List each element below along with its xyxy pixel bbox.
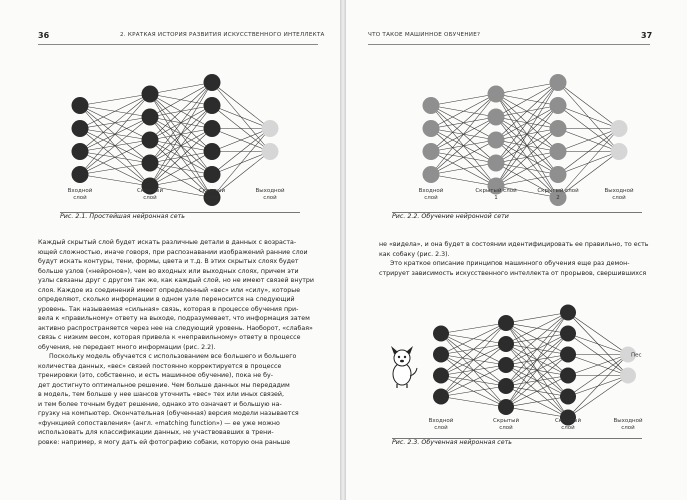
network-node: [620, 368, 636, 384]
text-line: узлы связаны друг с другом так же, как каждый слой, но не имеют связей внутри: [38, 277, 314, 284]
network-node: [498, 399, 514, 415]
text-line: дет достигнуто оптимальное решение. Чем больше данных мы передадим: [38, 381, 290, 389]
network-node: [433, 389, 449, 405]
connection-edge: [496, 106, 558, 187]
network-node: [142, 109, 159, 126]
connection-edge: [441, 397, 506, 408]
connection-edge: [431, 175, 496, 187]
connection-edge: [506, 334, 568, 408]
connection-edge: [80, 94, 150, 175]
text-line: обучения, не передает много информации (рис. 2.2).: [38, 343, 216, 351]
connection-edge: [431, 117, 496, 175]
network-node: [72, 166, 89, 183]
connection-edge: [431, 163, 496, 175]
text-line: будут искать контуры, тени, формы, цвета и т.д. В этих скрытых слоях будет: [38, 258, 299, 265]
network-node: [550, 120, 567, 137]
text-line: активно распространяется через нее на следующий уровень. Наоборот, «слабая»: [38, 324, 313, 332]
dog-illustration: [391, 346, 417, 388]
connection-edge: [150, 152, 212, 187]
connection-edge: [441, 365, 506, 397]
text-line: уровень. Так называемая «сильная» связь, которая в процессе обучения при-: [38, 305, 299, 313]
layer-label: Скрытый слой 1: [475, 188, 517, 201]
text-line: и тем более точным будет решение, однако это означает и большую на-: [38, 400, 282, 408]
network-node: [488, 155, 505, 172]
layer-label: Скрытый слой: [492, 418, 520, 431]
body-text: [379, 240, 649, 278]
figure-caption: Рис. 2.1. Простейшая нейронная сеть: [60, 213, 185, 220]
network-node: [142, 86, 159, 103]
connection-edge: [431, 140, 496, 175]
connection-edge: [568, 313, 628, 355]
text-line: тренировки (это, собственно, и есть машинное обучение), пока не бу-: [38, 372, 273, 379]
network-node: [204, 97, 221, 114]
page-number: 36: [38, 31, 50, 40]
layer-label: Входной слой: [428, 418, 454, 431]
network-node: [423, 120, 440, 137]
text-line: Это краткое описание принципов машинного обучения еще раз демон-: [390, 260, 630, 267]
network-node: [423, 143, 440, 160]
connection-edge: [212, 83, 270, 129]
connection-edge: [496, 83, 558, 118]
output-label: Пес: [631, 352, 642, 359]
connection-edge: [431, 94, 496, 129]
connection-edge: [506, 355, 568, 408]
network-node: [262, 143, 279, 160]
network-node: [560, 347, 576, 363]
connection-edge: [150, 83, 212, 141]
layer-label: Выходной слой: [255, 188, 285, 201]
text-line: ющей сложностью, иначе говоря, при распознавании изображений ранние слои: [38, 248, 308, 256]
text-line: определяют, сколько информации в одном узле переносится на следующий: [38, 296, 295, 303]
layer-label: Скрытый слой: [136, 188, 164, 201]
layer-label: Скрытый слой: [198, 188, 226, 201]
figure-trained-network: [366, 300, 656, 440]
text-line: не «видела», и она будет в состоянии идентифицировать ее правильно, то есть: [379, 241, 649, 248]
network-node: [498, 357, 514, 373]
text-line: больше узлов («нейронов»), чем во входных или выходных слоях, причем эти: [38, 267, 299, 275]
connection-edge: [441, 323, 506, 376]
text-line: слоя. Каждое из соединений имеет определенный «вес» или «силу», которые: [38, 286, 301, 294]
connection-edge: [496, 129, 558, 187]
text-line: Каждый скрытый слой будет искать различные детали в данных с возраста-: [38, 239, 297, 246]
running-head: 2. КРАТКАЯ ИСТОРИЯ РАЗВИТИЯ ИСКУССТВЕННОГО ИНТЕЛЛЕКТА: [120, 32, 325, 38]
network-node: [488, 132, 505, 149]
network-node: [550, 143, 567, 160]
connection-edge: [431, 94, 496, 175]
figure-simple-network: [40, 50, 310, 210]
network-node: [433, 347, 449, 363]
layer-label: Выходной слой: [604, 188, 634, 201]
network-node: [142, 155, 159, 172]
text-line: ровке: например, я могу дать ей фотографию собаки, которую она раньше: [38, 438, 291, 446]
network-node: [262, 120, 279, 137]
connection-edge: [506, 313, 568, 387]
layer-label: Входной слой: [418, 188, 444, 201]
text-line: Поскольку модель обучается с использованием все большего и большего: [49, 353, 297, 360]
connection-edge: [431, 94, 496, 106]
text-line: количества данных, «вес» связей постоянно корректируется в процессе: [38, 362, 282, 370]
connection-edge: [80, 117, 150, 175]
connection-edge: [558, 83, 619, 129]
network-node: [611, 143, 628, 160]
layer-label: Выходной слой: [613, 418, 643, 431]
connection-edge: [80, 94, 150, 152]
network-node: [560, 326, 576, 342]
connection-edge: [496, 83, 558, 141]
connection-edge: [80, 94, 150, 129]
connection-edge: [441, 323, 506, 397]
connection-edge: [496, 83, 558, 164]
connection-edge: [496, 83, 558, 95]
connection-edge: [212, 106, 270, 129]
connection-edge: [558, 106, 619, 129]
network-node: [550, 166, 567, 183]
connection-edge: [568, 355, 628, 418]
network-node: [72, 97, 89, 114]
connection-edge: [496, 83, 558, 187]
figure-training-network: [376, 50, 646, 210]
network-node: [423, 166, 440, 183]
text-line: «функцией сопоставления» (англ. «matching function») — ее уже можно: [38, 419, 280, 427]
figure-caption: Рис. 2.3. Обученная нейронная сеть: [392, 439, 512, 446]
connection-edge: [506, 313, 568, 366]
connection-edge: [80, 163, 150, 175]
text-line: как собаку (рис. 2.3).: [379, 250, 450, 258]
text-line: использовать для классификации данных, не участвовавших в трени-: [38, 429, 274, 436]
network-node: [498, 336, 514, 352]
network-node: [204, 143, 221, 160]
layer-label: Скрытый слой 2: [537, 188, 579, 201]
page-number: 37: [641, 31, 653, 40]
connection-edge: [150, 83, 212, 187]
connection-edge: [568, 334, 628, 355]
network-node: [142, 132, 159, 149]
connection-edge: [150, 83, 212, 95]
header-rule: [368, 44, 650, 45]
connection-edge: [150, 129, 212, 187]
text-line: связь с низким весом, которая привела к «неправильному» ответу в процессе: [38, 334, 301, 341]
connection-edge: [441, 344, 506, 397]
text-line: грузку на компьютер. Окончательная (обученная) версия модели называется: [38, 410, 299, 417]
network-node: [423, 97, 440, 114]
connection-edge: [496, 175, 558, 187]
connection-edge: [506, 313, 568, 324]
body-text: [38, 238, 318, 447]
connection-edge: [506, 407, 568, 418]
connection-edge: [441, 323, 506, 355]
connection-edge: [80, 94, 150, 106]
connection-edge: [441, 323, 506, 334]
connection-edge: [80, 175, 150, 187]
connection-edge: [150, 175, 212, 187]
connection-edge: [150, 83, 212, 164]
header-rule: [38, 44, 318, 45]
network-node: [72, 120, 89, 137]
connection-edge: [506, 313, 568, 408]
layer-label: Входной слой: [67, 188, 93, 201]
network-node: [560, 305, 576, 321]
left-page: [0, 0, 340, 500]
network-node: [560, 368, 576, 384]
connection-edge: [506, 376, 568, 408]
text-line: в модель, тем больше у нее шансов уточнить «вес» тех или иных связей,: [38, 391, 285, 398]
network-node: [498, 378, 514, 394]
network-node: [204, 166, 221, 183]
connection-edge: [80, 140, 150, 175]
text-line: вела к «правильному» ответу на выходе, подразумевает, что информация затем: [38, 315, 310, 322]
connection-edge: [441, 386, 506, 397]
network-node: [433, 326, 449, 342]
network-node: [204, 120, 221, 137]
network-node: [550, 74, 567, 91]
network-node: [488, 109, 505, 126]
connection-edge: [150, 83, 212, 118]
layer-label: Скрытый слой: [554, 418, 582, 431]
connection-edge: [568, 376, 628, 418]
network-node: [560, 389, 576, 405]
network-node: [204, 74, 221, 91]
network-node: [498, 315, 514, 331]
connection-edge: [431, 94, 496, 152]
figure-caption: Рис. 2.2. Обучение нейронной сети: [392, 213, 509, 220]
right-page: [346, 0, 687, 500]
network-node: [72, 143, 89, 160]
connection-edge: [150, 106, 212, 187]
network-node: [488, 86, 505, 103]
network-node: [611, 120, 628, 137]
network-node: [550, 97, 567, 114]
text-line: стрирует зависимость искусственного интеллекта от прорывов, свершившихся: [379, 269, 647, 277]
network-node: [433, 368, 449, 384]
running-head: ЧТО ТАКОЕ МАШИННОЕ ОБУЧЕНИЕ?: [368, 32, 481, 38]
connection-edge: [496, 152, 558, 187]
connection-edge: [506, 313, 568, 345]
connection-edge: [506, 397, 568, 408]
